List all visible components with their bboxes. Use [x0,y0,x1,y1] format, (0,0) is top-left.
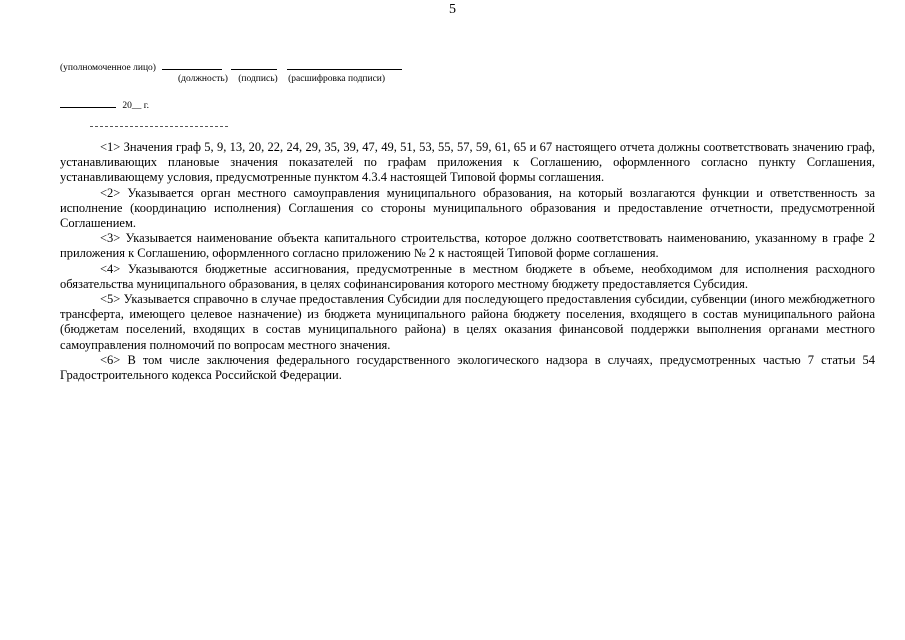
page-number: 5 [449,2,456,17]
footnote-2: <2> Указывается орган местного самоуправления муниципального образования, на который возлагаются функции и ответственность за исполнение (координацию исполнения) Соглашения со стороны муниципального образования и предоставление отчетности, предусмотренной Соглашением. [60,185,875,231]
footnote-5: <5> Указывается справочно в случае предоставления Субсидии для последующего предоставления субсидии, субвенции (иного межбюджетного трансферта, имеющего целевое назначение) из бюджета муниципального района бюджету поселения, входящего в состав муниципального района (бюджетам поселений, входящих в состав муниципального района) в целях оказания финансовой поддержки выполнения органами местного самоуправления полномочий по вопросам местного значения. [60,292,875,352]
signature-label: (уполномоченное лицо) [60,63,156,73]
caption-position: (должность) [178,74,228,84]
caption-signature: (подпись) [238,74,278,84]
date-row [60,98,149,111]
signature-line [231,60,277,70]
date-line [60,98,116,108]
signature-row [60,60,402,73]
footnotes [60,140,875,383]
footnote-1: <1> Значения граф 5, 9, 13, 20, 22, 24, 29, 35, 39, 47, 49, 51, 53, 55, 57, 59, 61, 65 и 67 настоящего отчета должны соответствовать значению граф, устанавливающих плановые значения показателей по графам приложения к Соглашению, оформленного согласно пункту Соглашения, устанавливающему условия, предусмотренные пунктом 4.3.4 настоящей Типовой формы соглашения. [60,140,875,185]
footnote-3: <3> Указывается наименование объекта капитального строительства, которое должно соответствовать наименованию, указанному в графе 2 приложения к Соглашению, оформленного согласно приложению № 2 к настоящей Типовой форме соглашения. [60,231,875,261]
signature-captions [178,74,393,84]
caption-name: (расшифровка подписи) [288,74,386,84]
footnote-4: <4> Указываются бюджетные ассигнования, предусмотренные в местном бюджете в объеме, необходимом для исполнения расходного обязательства муниципального образования, в целях софинансирования которого местному бюджету предоставляется Субсидия. [60,261,875,291]
footnote-separator [90,126,228,127]
name-line [287,60,402,70]
position-line [162,60,222,70]
footnote-6: <6> В том числе заключения федерального государственного экологического надзора в случаях, предусмотренных частью 7 статьи 54 Градостроительного кодекса Российской Федерации. [60,352,875,383]
date-year: 20__ г. [122,101,149,111]
